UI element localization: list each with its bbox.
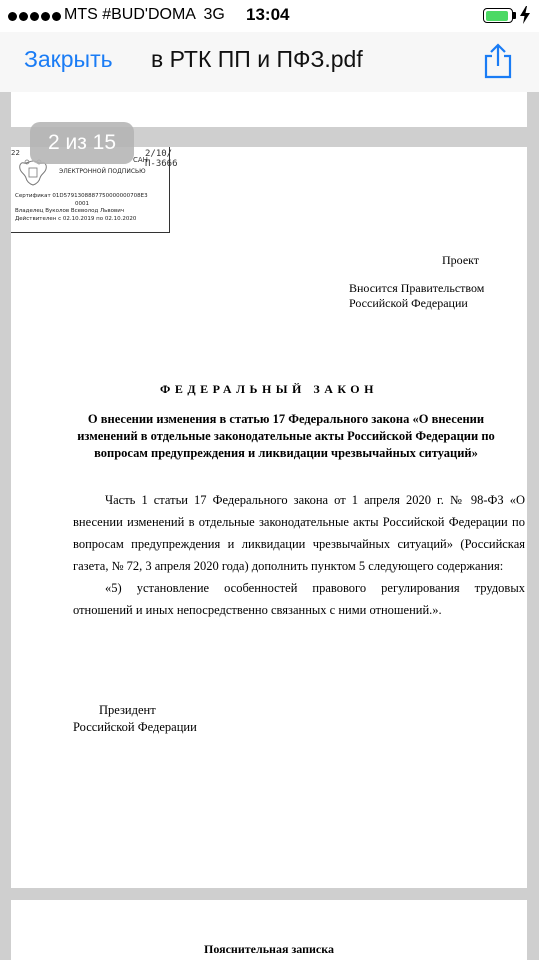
stamp-certificate-suffix: 0001 (75, 200, 89, 207)
status-time: 13:04 (246, 5, 290, 24)
law-body (73, 489, 525, 621)
stamp-certificate-info (15, 193, 167, 223)
current-page[interactable] (11, 147, 527, 888)
submitted-line-2: Российской Федерации (349, 296, 468, 310)
share-icon[interactable] (480, 42, 516, 80)
stamp-san: САН (133, 156, 148, 164)
stamp-owner: Владелец Вуколов Всеволод Львович (15, 208, 125, 214)
law-paragraph-1: Часть 1 статьи 17 Федерального закона от 1 апреля 2020 г. № 98-ФЗ «О внесении изменений в отдельные законодательные акты Российской Федерации по вопросам предупреждения и ликвидации чрезвычайных ситуаций» (Российская газета, № 72, 3 апреля 2020 года) дополнить пунктом 5 следующего содержания: (73, 493, 525, 573)
navigation-bar (0, 32, 539, 92)
stamp-doc-number: 22 (11, 149, 20, 157)
carrier-label (64, 6, 225, 24)
signature-block (73, 702, 197, 736)
charging-bolt-icon (518, 5, 532, 25)
stamp-heading: ЭЛЕКТРОННОЙ ПОДПИСЬЮ (59, 168, 146, 175)
network-type: 3G (203, 6, 225, 23)
status-bar (0, 0, 539, 32)
pdf-viewer[interactable] (0, 92, 539, 960)
page-counter: 2 из 15 (30, 122, 134, 164)
project-label: Проект (442, 253, 480, 267)
signal-strength-icon (8, 10, 61, 22)
submitted-line-1: Вносится Правительством (349, 281, 485, 295)
law-paragraph-2: «5) установление особенностей правового регулирования трудовых отношений и иных непосредственно связанных с ними отношений.». (73, 581, 525, 617)
document-title: в РТК ПП и ПФЗ.pdf (151, 46, 363, 72)
stamp-registration-number: 2/10/П-3666 (145, 149, 178, 169)
stamp-validity: Действителен с 02.10.2019 по 02.10.2020 (15, 215, 137, 222)
law-subject: О внесении изменения в статью 17 Федерального закона «О внесении изменений в отдельные законодательные акты Российской Федерации по вопросам предупреждения и ликвидации чрезвычайных ситуаций» (77, 412, 495, 460)
battery-icon (483, 8, 513, 23)
signature-title: Президент (99, 703, 156, 717)
battery-level (486, 11, 509, 21)
carrier-name: MTS #BUD'DOMA (64, 6, 196, 23)
next-page[interactable] (11, 900, 527, 960)
law-title: ФЕДЕРАЛЬНЫЙ ЗАКОН (160, 382, 378, 396)
signature-country: Российской Федерации (73, 720, 197, 734)
submitted-by (349, 281, 484, 311)
battery-tip (513, 12, 516, 19)
stamp-certificate: Сертификат 01D5791308887750000000708E3 (15, 193, 148, 199)
explanatory-note-title: Пояснительная записка (203, 942, 334, 956)
close-button[interactable]: Закрыть (24, 46, 113, 72)
